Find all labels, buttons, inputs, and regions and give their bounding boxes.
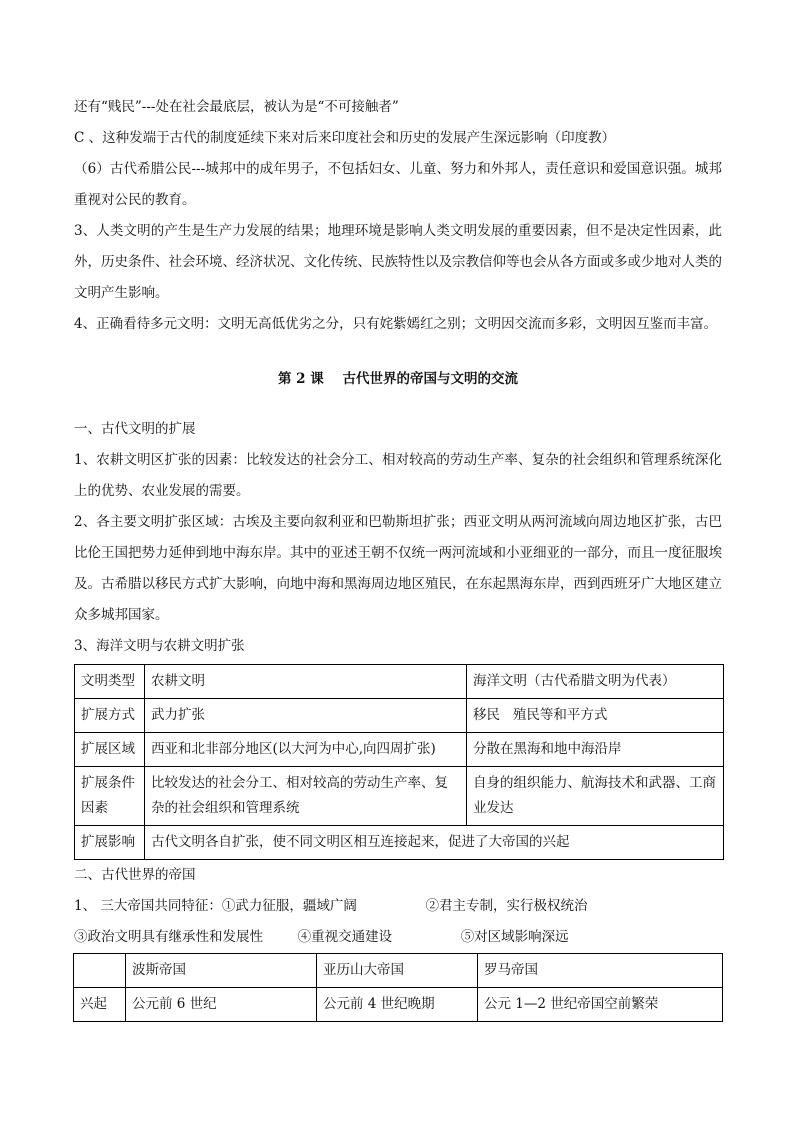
table-row	[74, 988, 723, 1022]
table-cell: 扩展方式	[75, 699, 145, 733]
table-cell: 扩展影响	[75, 826, 145, 860]
paragraph-civilization-origin: 3、人类文明的产生是生产力发展的结果；地理环境是影响人类文明发展的重要因素，但不是决定性因素，此外，历史条件、社会环境、经济状况、文化传统、民族特性以及宗教信仰等也会从各方面或多或少地对人类的文明产生影响。	[74, 223, 722, 301]
table-cell: 公元 1—2 世纪帝国空前繁荣	[478, 988, 723, 1022]
table-cell: 分散在黑海和地中海沿岸	[467, 733, 724, 767]
table-row	[75, 767, 724, 826]
paragraph-caste-influence: C 、这种发端于古代的制度延续下来对后来印度社会和历史的发展产生深远影响（印度教）	[74, 130, 616, 146]
feature-4: ④重视交通建设	[297, 929, 393, 945]
table-cell: 移民 殖民等和平方式	[467, 699, 724, 733]
table-cell	[74, 954, 126, 988]
table-row	[75, 733, 724, 767]
table-cell: 自身的组织能力、航海技术和武器、工商业发达	[467, 767, 724, 826]
paragraph-untouchables: 还有“贱民”---处在社会最底层，被认为是“不可接触者”	[74, 99, 399, 115]
paragraph-diverse-civilizations: 4、正确看待多元文明：文明无高低优劣之分，只有姹紫嫣红之别；文明因交流而多彩，文明因互鉴而丰富。	[74, 316, 718, 332]
table-cell: 罗马帝国	[478, 954, 723, 988]
table-cell: 西亚和北非部分地区(以大河为中心,向四周扩张)	[145, 733, 467, 767]
table-cell: 公元前 4 世纪晚期	[317, 988, 478, 1022]
paragraph-agri-expansion-factors: 1、农耕文明区扩张的因素：比较发达的社会分工、相对较高的劳动生产率、复杂的社会组织和管理系统深化上的优势、农业发展的需要。	[74, 452, 722, 499]
table-cell: 波斯帝国	[126, 954, 317, 988]
feature-1: 1、 三大帝国共同特征：①武力征服，疆域广阔	[74, 898, 357, 914]
empires-table	[73, 953, 723, 1022]
table-cell: 海洋文明（古代希腊文明为代表）	[467, 665, 724, 699]
feature-5: ⑤对区域影响深远	[460, 929, 569, 945]
table-cell: 比较发达的社会分工、相对较高的劳动生产率、复杂的社会组织和管理系统	[145, 767, 467, 826]
table-cell: 农耕文明	[145, 665, 467, 699]
table-row	[74, 954, 723, 988]
table-cell: 亚历山大帝国	[317, 954, 478, 988]
paragraph-greek-citizens: （6）古代希腊公民---城邦中的成年男子，不包括妇女、儿童、努力和外邦人，责任意识和爱国意识强。城邦重视对公民的教育。	[74, 161, 722, 208]
table-cell: 古代文明各自扩张，使不同文明区相互连接起来，促进了大帝国的兴起	[145, 826, 724, 860]
table-row	[75, 665, 724, 699]
feature-2: ②君主专制，实行极权统治	[425, 898, 588, 914]
table-cell: 兴起	[74, 988, 126, 1022]
table-cell: 扩展条件因素	[75, 767, 145, 826]
table-row	[75, 826, 724, 860]
paragraph-ocean-vs-agri: 3、海洋文明与农耕文明扩张	[74, 638, 245, 654]
expansion-comparison-table	[74, 664, 724, 860]
table-cell: 扩展区域	[75, 733, 145, 767]
lesson-title: 第 2 课 古代世界的帝国与文明的交流	[277, 371, 519, 387]
paragraph-expansion-regions: 2、各主要文明扩张区域：古埃及主要向叙利亚和巴勒斯坦扩张；西亚文明从两河流域向周边地区扩张，古巴比伦王国把势力延伸到地中海东岸。其中的亚述王朝不仅统一两河流域和小亚细亚的一部分，而且一度征服埃及。古希腊以移民方式扩大影响，向地中海和黑海周边地区殖民，在东起黑海东岸，西到西班牙广大地区建立众多城邦国家。	[74, 514, 722, 623]
document-page	[74, 92, 722, 1022]
table-cell: 武力扩张	[145, 699, 467, 733]
table-row	[75, 699, 724, 733]
table-cell: 文明类型	[75, 665, 145, 699]
section-heading-expansion: 一、古代文明的扩展	[74, 421, 196, 437]
table-cell: 公元前 6 世纪	[126, 988, 317, 1022]
feature-3: ③政治文明具有继承性和发展性	[74, 929, 263, 945]
empire-features-line-1	[74, 891, 722, 922]
empire-features-line-2	[74, 922, 722, 953]
section-heading-empires: 二、古代世界的帝国	[74, 867, 196, 883]
